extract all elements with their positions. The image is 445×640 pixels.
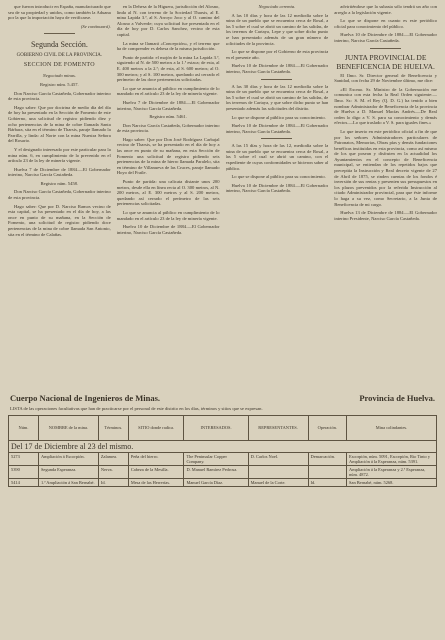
- cell-neigh: San Bernabé, núm. 5268.: [347, 478, 437, 486]
- cell-term: Zalamea.: [98, 452, 128, 465]
- registro-text: Don Narciso García Castañeda, Gobernador interino de esta provincia.: [8, 90, 111, 102]
- section-title: Segunda Sección.: [30, 40, 88, 50]
- date-range: Del 17 de Diciembre al 23 del mismo.: [9, 440, 437, 452]
- registro-date: Huelva 10 de Diciembre de 1884.—El Gobernador interino, Narciso García Castañeda.: [116, 224, 220, 235]
- notice-text: Lo que se dispone en cuanto es este periódico oficial para conocimiento del público.: [334, 18, 437, 29]
- registro-title: Registro núm. 5458.: [40, 180, 79, 186]
- notice-text: Lo que se dispone al público para su conocimiento.: [231, 174, 326, 180]
- negociado-heading: Negociado minas.: [42, 73, 76, 79]
- cell-op: Id.: [308, 478, 347, 486]
- registro-text: La mina se llamará «Concepción», y el terreno que ha de comprender es dehesa de la misma jurisdicción.: [116, 40, 220, 52]
- notice-date: Huelva 10 de Diciembre de 1884.—El Gobernador interino, Narciso García Castañeda.: [225, 182, 329, 194]
- col-neigh: Mina colindantes.: [347, 415, 437, 440]
- registro-text: Hago saber: Que por doctrina de medio día del día de hoy ha presentado en la Sección de Fomento de este Gobierno, una solicitud de registro pidiendo diez y ocho pertenencias de la mina de cobre llamada Santa Bárbara, sita en el término de Tharsis, paraje llamado la Parrilla, y linda: al Norte con la mina Nuestra Señora del Rosario.: [8, 104, 111, 144]
- junta-text: El Ilmo. Sr. Director general de Beneficencia y Sanidad, con fecha 29 de Noviembre último, me dice:: [334, 72, 437, 84]
- junta-date: Huelva 13 de Diciembre de 1884.—El Gobernador interino Presidente, Narciso García Castañeda.: [334, 210, 437, 221]
- cell-interested: D. Manuel Ramírez Pedrosa.: [184, 465, 248, 478]
- cell-op: Demarcación.: [308, 452, 347, 465]
- cell-rep: Manuel de la Corte.: [248, 478, 308, 486]
- operations-table: [8, 415, 437, 487]
- cell-name: 1.ª Ampliación á San Bernabé.: [38, 478, 98, 486]
- cell-num: 5414: [9, 478, 39, 486]
- cell-op: [308, 465, 347, 478]
- registro-text: Y el designado interesado por este particular para la mina núm. 6, en cumplimiento de lo prevenido en el artículo 23 de la ley de minería vigente.: [8, 146, 111, 164]
- registro-text: Punto de partida: una calicata distante unos 200 metros, desde ella en línea recta al O. 300 metros, al N. 200 metros, al E. 300 metros y al S. 200 metros, quedando así cerrado el perímetro de las seis pertenencias solicitadas.: [116, 179, 220, 207]
- junta-heading: JUNTA PROVINCIAL DE BENEFICENCIA DE HUELVA.: [336, 52, 435, 71]
- ministry-title: Cuerpo Nacional de Ingenieros de Minas.: [10, 393, 161, 403]
- cell-rep: D. Carlos Noel.: [248, 452, 308, 465]
- cell-interested: The Peninsular Copper Company.: [184, 452, 248, 465]
- divider: [261, 138, 292, 139]
- notice-text: Lo que se dispone al público para su conocimiento.: [231, 114, 326, 120]
- registro-text: Don Narciso García Castañeda, Gobernador interino de esta provincia.: [8, 189, 111, 201]
- table-header-row: [9, 415, 437, 440]
- table-row: [9, 452, 437, 465]
- cell-site: Peña del hierro.: [128, 452, 184, 465]
- col-site: SITIO donde radica.: [128, 415, 184, 440]
- text-columns: [8, 4, 437, 387]
- cell-neigh: Ampliación á la Esperanza y 2.ª Esperanza, núm. 4872.: [347, 465, 437, 478]
- notice-text: advirtiéndose que la subasta sólo tendrá un año con arreglo a la legislación vigente.: [334, 4, 437, 15]
- list-intro: LISTA de las operaciones facultativas que han de practicarse por el personal de este distrito en los días, términos y sitios que se expresan.: [10, 406, 263, 411]
- notice-date: Huelva 10 de Diciembre de 1884.—El Gobernador interino, Narciso García Castañeda.: [334, 32, 437, 43]
- registro-date: Huelva 7 de Diciembre de 1884.—El Gobernador interino, Narciso García Castañeda.: [8, 166, 111, 178]
- registro-text: Lo que se anuncia al público en cumplimiento de lo mandado en el artículo 23 de la ley de minería vigente.: [116, 85, 220, 97]
- date-row: [9, 440, 437, 452]
- column-left: [8, 4, 111, 387]
- cell-term: Id.: [98, 478, 128, 486]
- notice-text: A las 10 días y hora de las 12 mediodía sobre la mina de un pueblo que se encuentra cerca de Rosal, a las 5 sobre el cual se abrió un camino de las salidas, de los terrenos de Cartaya, Lepe y que sobre dicho punto se han presentado además de un gran número de solicitudes de la provincia.: [225, 12, 329, 46]
- col-term: Términos.: [98, 415, 128, 440]
- notice-date: Huelva 10 de Diciembre de 1884.—El Gobernador interino, Narciso García Castañeda.: [225, 123, 329, 134]
- notice-text: A las 30 días y hora de las 12 mediodía sobre la mina de un pueblo que se encuentra cerca de Rosal, a las 5 sobre el cual se abrió un camino de las salidas, de los terrenos de Cartaya, y que sobre dicho punto se han presentado además las solicitudes del distrito.: [225, 83, 329, 111]
- cell-neigh: Escorpión, núm. 5091, Escorpión, Rio Tinto y Ampliación á la Esperanza, núm. 5391.: [347, 452, 437, 465]
- column-middle: [117, 4, 220, 387]
- col-num: Núm.: [9, 415, 39, 440]
- registro-text: en la Dehesa de la Higuera, jurisdicción del Alosno, linda al N. con terreno de la Sociedad Tharsis, al E. mina Lapida 3.ª, al S. Arroyo Joco y al O. camino del Alosno a Valverde; cuya solicitud fue presentada en el día de hoy por D. Carlos Sanchez, vecino de esta capital.: [116, 4, 220, 37]
- table-row: [9, 465, 437, 478]
- fomento-heading: SECCION DE FOMENTO: [23, 62, 95, 69]
- divider: [261, 79, 292, 80]
- ministry-header: [8, 393, 437, 403]
- cell-num: 5273: [9, 452, 39, 465]
- notice-text: Lo que se dispone por el Gobierno de esta provincia en el presente año.: [225, 49, 329, 60]
- col-rep: REPRESENTANTES.: [248, 415, 308, 440]
- cell-name: Ampliación á Escorpión.: [38, 452, 98, 465]
- registro-date: Huelva 7 de Diciembre de 1884.—El Gobernador interino, Narciso García Castañeda.: [116, 99, 220, 111]
- cell-num: 5390: [9, 465, 39, 478]
- cell-name: Segunda Esperanza.: [38, 465, 98, 478]
- divider: [44, 33, 75, 34]
- continued-paragraph: que fueron introducir en España, manufacturado que sea de su propiedad y unidos, como también la Aduana por la que la importación haya de verificarse.: [8, 4, 111, 21]
- cell-site: Cabeza de la Mesilla.: [128, 465, 184, 478]
- registro-text: Punto de partida: el mojón de la mina La Lapida 3.ª, siguiendo al N. de 500 metros a la 1.ª estaca; de esta, al E. 400 metros a la 2.ª; de esta, al S. 600 metros; al O. 300 metros; y al S. 100 metros, quedando así cerrado el perímetro de las doce pertenencias solicitadas.: [116, 54, 220, 83]
- registro-title: Registro núm. 5.457.: [40, 81, 79, 87]
- cell-site: Mesa de las Herrerías.: [128, 478, 184, 486]
- province-title: Provincia de Huelva.: [359, 393, 435, 403]
- registro-text: Hago saber: Que por D. Narciso Ramos vecino de esta capital, se ha presentado en el día de hoy, a las once en punto de su mañana, en la Sección de Fomento, una solicitud de registro pidiendo doce pertenencias de la mina de cobre llamada San Antonio, sita en el término de Calañas.: [8, 203, 111, 237]
- cell-rep: [248, 465, 308, 478]
- cell-term: Nerva.: [98, 465, 128, 478]
- col-op: Operación.: [308, 415, 347, 440]
- column-right: [334, 4, 437, 387]
- continued-note: (Se continuará).: [80, 23, 111, 29]
- cell-interested: Manuel García Díaz.: [184, 478, 248, 486]
- notice-text: A las 15 días y hora de las 12, mediodía sobre la mina de un pueblo que se encuentra cerca de Rosal, a las 5 sobre el cual se abrió un camino, con el expediente de cuyas conformidades se hicieron saber al público.: [225, 143, 329, 171]
- table-row: [9, 478, 437, 486]
- notice-date: Huelva 10 de Diciembre de 1884.—El Gobernador interino, Narciso García Castañeda.: [225, 63, 329, 74]
- col-name: NOMBRE de la mina.: [38, 415, 98, 440]
- registro-text: Hago saber: Que por Don José Rodríguez Carbajal vecino de Tharsis, se ha presentado en el día de hoy a las once en punto de su mañana, en esta Sección de Fomento una solicitud de registro pidiendo seis pertenencias de la mina de hierro llamada Paralelo, sita en término de Villanueva de las Cruces, paraje llamado Hoyo del Fraile.: [116, 136, 220, 176]
- col-interested: INTERESADOS.: [184, 415, 248, 440]
- junta-text: «El Excmo. Sr. Ministro de la Gobernación me comunica con esta fecha la Real Orden siguiente:—Ilmo. Sr.: S. M. el Rey (Q. D. G.) ha tenido a bien nombrar Administrador de Beneficencia de la provincia de Huelva a D. Manuel Macías Andrés.—De Real orden lo digo a V. S. para su conocimiento y demás efectos.—Lo que traslado a V. S. para iguales fines.»: [334, 86, 437, 126]
- registro-title: Registro núm. 5461.: [149, 114, 187, 120]
- gobierno-heading: GOBIERNO CIVIL DE LA PROVINCIA.: [16, 53, 103, 59]
- divider: [370, 48, 401, 49]
- registro-text: Don Narciso García Castañeda, Gobernador interino de esta provincia.: [116, 122, 220, 134]
- registro-text: Lo que se anuncia al público en cumplimiento de lo mandado en el artículo 23 de la ley de minería vigente.: [116, 210, 220, 221]
- negociado-heading: Negociado ceremia.: [258, 4, 296, 9]
- column-right-inner: [226, 4, 329, 387]
- junta-text: Lo que inserto en este periódico oficial a fin de que por los señores Administradores particulares de Patronatos, Memorias, Obras pías y demás fundaciones benéficas instituidas en esta provincia, como así mismo de los que posean y disfruten en la actualidad los Ayuntamientos en el concepto de Beneficencia municipal, se entiendan de los repetidos bajos que preceptúa la Instrucción y Real decreto vigente de 27 de Abril de 1875, se rinden cuentas de los fondos é inversión de sus rentas y presenten sus presupuestos en los plazos prevenidos por la referida Instrucción al citado Administrador provincial, para que éste informe lo haga a su vez, como Secretario, a la Junta de Beneficencia de mi cargo.: [334, 128, 437, 207]
